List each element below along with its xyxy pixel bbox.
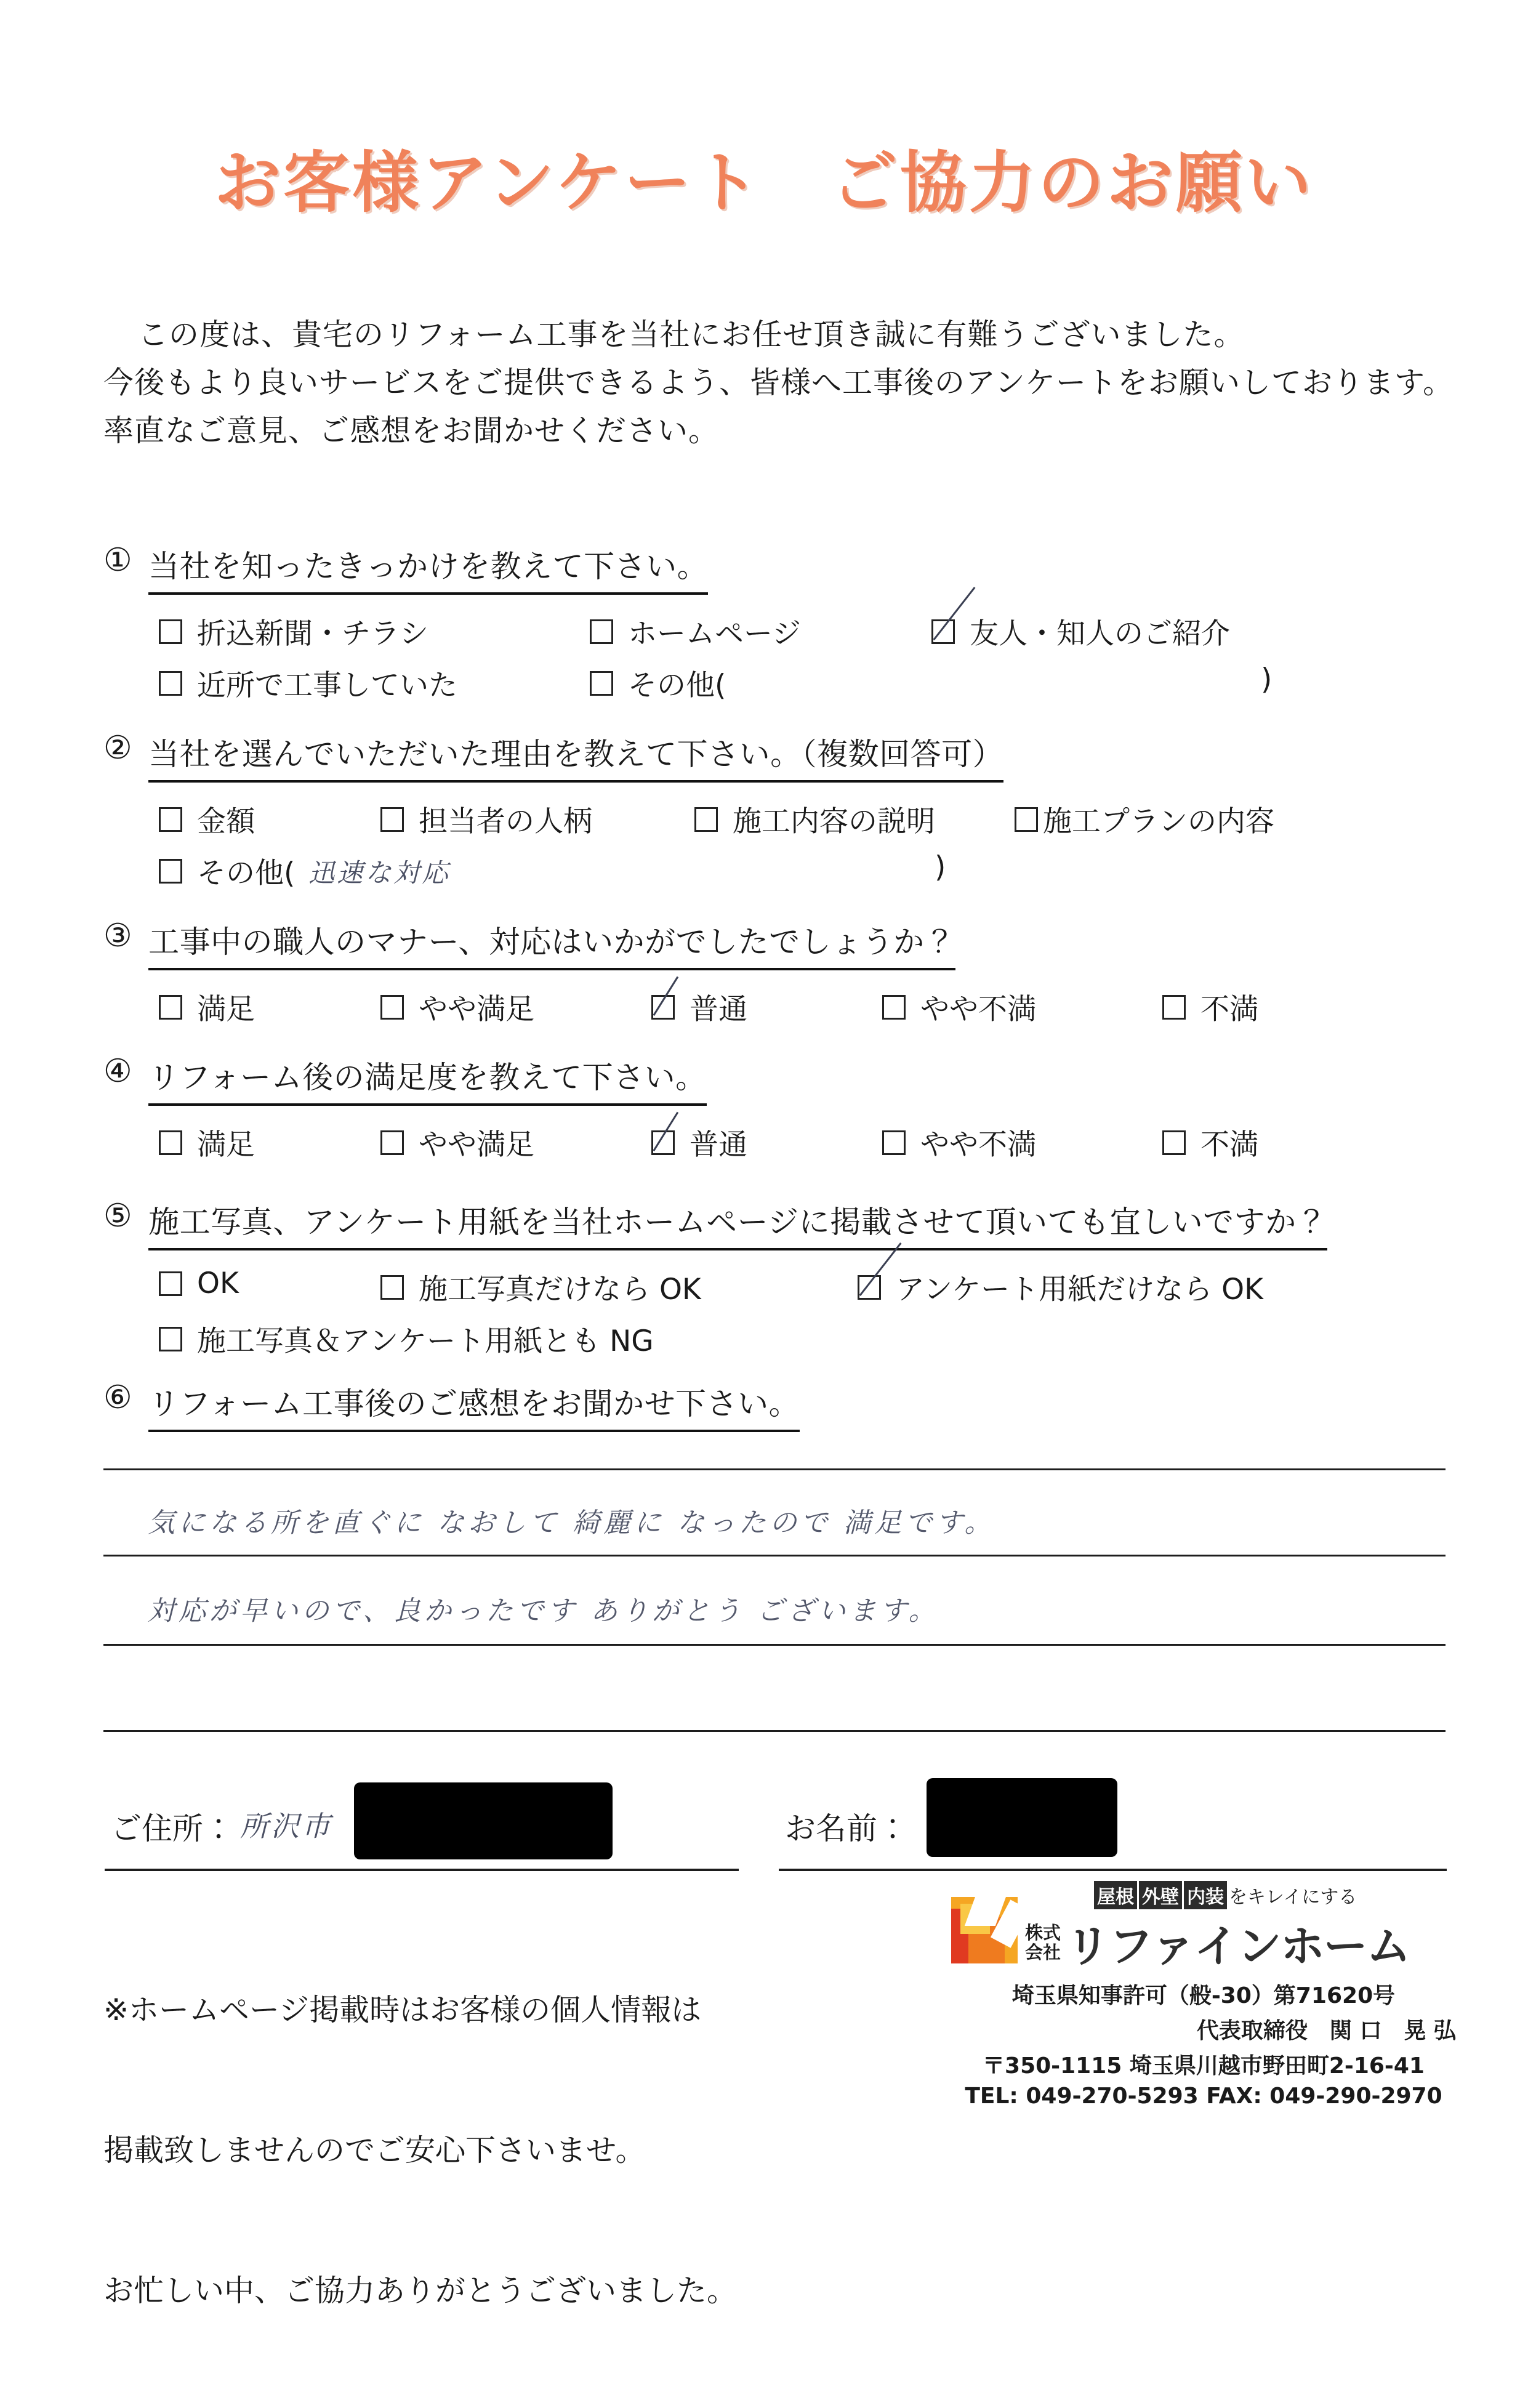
- option-label: やや不満: [920, 1128, 1036, 1162]
- option-q4-neutral[interactable]: [651, 1122, 747, 1163]
- question-2-heading: [103, 730, 1446, 783]
- option-label: 担当者の人柄: [419, 805, 592, 839]
- option-label: その他(: [197, 856, 296, 890]
- option-q2-other-close-paren: ): [935, 850, 946, 884]
- question-3-number: ③: [103, 917, 133, 954]
- option-q1-homepage[interactable]: [590, 611, 801, 652]
- checkbox-icon[interactable]: [380, 1275, 404, 1300]
- option-q5-form-only[interactable]: [858, 1266, 1263, 1308]
- checkbox-icon[interactable]: [882, 995, 906, 1020]
- refine-home-logo-icon: [951, 1897, 1018, 1963]
- option-q2-explanation[interactable]: [694, 799, 935, 840]
- checkbox-icon[interactable]: [380, 995, 404, 1020]
- option-label: 満足: [197, 993, 255, 1026]
- option-q2-price[interactable]: [159, 799, 255, 840]
- option-q4-dissatisfied[interactable]: [1162, 1122, 1258, 1163]
- option-label: 施工写真だけなら OK: [419, 1273, 701, 1307]
- option-label: アンケート用紙だけなら OK: [896, 1273, 1263, 1307]
- comment-handwriting-line-2[interactable]: 対応が早いので、良かったです ありがとう ございます。: [148, 1595, 939, 1627]
- option-label: 不満: [1200, 1128, 1258, 1162]
- option-label: ホームページ: [628, 617, 802, 651]
- question-3-text: 工事中の職人のマナー、対応はいかがでしたでしょうか？: [148, 917, 955, 970]
- question-5-options: [103, 1266, 1446, 1370]
- question-4-text: リフォーム後の満足度を教えて下さい。: [148, 1053, 707, 1106]
- option-q3-neutral[interactable]: [651, 986, 747, 1028]
- question-2-number: ②: [103, 730, 133, 767]
- option-q3-satisfied[interactable]: [159, 986, 255, 1028]
- question-4-heading: [103, 1053, 1446, 1106]
- company-representative: 代表取締役 関 口 晃 弘: [1196, 2018, 1456, 2044]
- option-row: [103, 611, 1446, 662]
- option-row: [103, 850, 1446, 902]
- address-redaction-block: [354, 1782, 613, 1859]
- question-3: [103, 917, 1446, 1038]
- question-1-text: 当社を知ったきっかけを教えて下さい。: [148, 542, 708, 595]
- comment-handwriting-line-1[interactable]: 気になる所を直ぐに なおして 綺麗に なったので 満足です。: [148, 1507, 995, 1539]
- option-label: 金額: [197, 805, 255, 839]
- company-name: リファインホーム: [1066, 1920, 1410, 1972]
- option-label: やや満足: [419, 993, 534, 1026]
- name-redaction-block: [927, 1778, 1117, 1857]
- checkbox-icon[interactable]: [159, 1271, 182, 1296]
- intro-line-2: 今後もより良いサービスをご提供できるよう、皆様へ工事後のアンケートをお願いしております。: [103, 365, 1454, 400]
- checkbox-icon[interactable]: [651, 1130, 675, 1155]
- checkbox-icon[interactable]: [651, 995, 675, 1020]
- company-legal-form: [1025, 1923, 1061, 1962]
- checkbox-icon[interactable]: [159, 1327, 182, 1351]
- option-row: [103, 799, 1446, 850]
- privacy-note-line-1: ※ホームページ掲載時はお客様の個人情報は: [103, 1992, 702, 2027]
- company-contact: TEL: 049-270-5293 FAX: 049-290-2970: [965, 2084, 1442, 2109]
- option-label: 普通: [690, 993, 747, 1026]
- option-label: 近所で工事していた: [197, 669, 457, 703]
- option-label: 友人・知人のご紹介: [970, 617, 1230, 651]
- option-q3-dissatisfied[interactable]: [1162, 986, 1258, 1028]
- question-6-heading: [103, 1379, 1446, 1432]
- option-label: 満足: [197, 1128, 255, 1162]
- question-2-text: 当社を選んでいただいた理由を教えて下さい。（複数回答可）: [148, 730, 1003, 783]
- checkbox-icon[interactable]: [931, 619, 955, 644]
- option-label: 普通: [690, 1128, 747, 1162]
- question-1-options: [103, 611, 1446, 714]
- option-q1-nearby-work[interactable]: [159, 662, 457, 704]
- question-6-text: リフォーム工事後のご感想をお聞かせ下さい。: [148, 1379, 800, 1432]
- checkbox-icon[interactable]: [858, 1275, 881, 1300]
- option-q4-satisfied[interactable]: [159, 1122, 255, 1163]
- comment-rule-2: [103, 1555, 1446, 1556]
- legal-form-line-1: 株式: [1025, 1922, 1061, 1943]
- checkbox-icon[interactable]: [159, 1130, 182, 1155]
- option-q4-somewhat-dissatisfied[interactable]: [882, 1122, 1036, 1163]
- option-label: OK: [197, 1266, 239, 1300]
- checkbox-icon[interactable]: [380, 1130, 404, 1155]
- checkbox-icon[interactable]: [159, 995, 182, 1020]
- tagline-box-interior: 内装: [1184, 1881, 1227, 1909]
- intro-paragraph: [103, 311, 1454, 455]
- company-block: [951, 1881, 1456, 2109]
- tagline-box-exterior: 外壁: [1139, 1881, 1182, 1909]
- option-q3-somewhat-dissatisfied[interactable]: [882, 986, 1036, 1028]
- checkbox-icon[interactable]: [882, 1130, 906, 1155]
- option-row: [103, 662, 1446, 714]
- company-names: [1025, 1881, 1456, 1975]
- name-label: お名前：: [785, 1811, 908, 1846]
- option-q5-ok[interactable]: [159, 1266, 239, 1300]
- checkbox-icon[interactable]: [380, 807, 404, 832]
- address-value[interactable]: 所沢市: [240, 1810, 332, 1843]
- checkbox-icon[interactable]: [694, 807, 718, 832]
- option-q1-other[interactable]: [590, 662, 744, 704]
- checkbox-icon[interactable]: [590, 619, 613, 644]
- question-2: [103, 730, 1446, 902]
- option-q2-staff[interactable]: [380, 799, 592, 840]
- question-3-options: [103, 986, 1446, 1038]
- question-2-options: [103, 799, 1446, 902]
- question-6-number: ⑥: [103, 1379, 133, 1416]
- option-row: [103, 986, 1446, 1038]
- company-name-row: [1025, 1911, 1456, 1975]
- option-q2-other[interactable]: [159, 850, 450, 892]
- option-label: 施工写真＆アンケート用紙とも NG: [197, 1324, 654, 1358]
- comment-rule-3: [103, 1644, 1446, 1646]
- privacy-note: [103, 1893, 737, 2408]
- intro-line-3: 率直なご意見、ご感想をお聞かせください。: [103, 413, 720, 448]
- legal-form-line-2: 会社: [1025, 1942, 1061, 1963]
- name-input-line[interactable]: [779, 1869, 1447, 1871]
- option-row: [103, 1266, 1446, 1318]
- question-3-heading: [103, 917, 1446, 970]
- question-1-heading: [103, 542, 1446, 595]
- privacy-note-line-3: お忙しい中、ご協力ありがとうございました。: [103, 2273, 738, 2308]
- intro-line-1: この度は、貴宅のリフォーム工事を当社にお任せ頂き誠に有難うございました。: [138, 317, 1245, 352]
- comment-rule-4: [103, 1730, 1446, 1732]
- tagline-suffix: をキレイにする: [1229, 1887, 1357, 1908]
- checkbox-icon[interactable]: [1162, 995, 1186, 1020]
- address-input-line[interactable]: [105, 1869, 739, 1871]
- question-5-heading: [103, 1198, 1446, 1250]
- checkbox-icon[interactable]: [159, 859, 182, 884]
- question-4-number: ④: [103, 1053, 133, 1090]
- privacy-note-line-2: 掲載致しませんのでご安心下さいませ。: [103, 2133, 646, 2168]
- question-5-text: 施工写真、アンケート用紙を当社ホームページに掲載させて頂いても宜しいですか？: [148, 1198, 1327, 1250]
- option-q5-both-ng[interactable]: [159, 1318, 654, 1359]
- option-q2-plan[interactable]: [1015, 799, 1274, 840]
- comment-rule-1: [103, 1468, 1446, 1470]
- option-row: [103, 1122, 1446, 1174]
- option-label: 不満: [1200, 993, 1258, 1026]
- option-row: [103, 1318, 1446, 1370]
- option-label: 折込新聞・チラシ: [197, 617, 428, 651]
- question-4-options: [103, 1122, 1446, 1174]
- company-identity: [951, 1881, 1456, 1975]
- checkbox-icon[interactable]: [590, 671, 613, 696]
- checkbox-icon[interactable]: [1015, 807, 1038, 832]
- checkbox-icon[interactable]: [159, 807, 182, 832]
- question-5: [103, 1198, 1446, 1370]
- option-label: 施工内容の説明: [733, 805, 935, 839]
- page-title: お客様アンケート ご協力のお願い: [214, 145, 1314, 222]
- question-4: [103, 1053, 1446, 1174]
- option-label: 施工プランの内容: [1043, 805, 1274, 839]
- option-label: その他(: [628, 669, 726, 703]
- option-q4-somewhat-satisfied[interactable]: [380, 1122, 534, 1163]
- checkbox-icon[interactable]: [159, 619, 182, 644]
- option-q5-photos-only[interactable]: [380, 1266, 701, 1308]
- checkbox-icon[interactable]: [1162, 1130, 1186, 1155]
- company-tagline: [1094, 1881, 1456, 1909]
- question-1: [103, 542, 1446, 714]
- question-6: [103, 1379, 1446, 1432]
- option-q3-somewhat-satisfied[interactable]: [380, 986, 534, 1028]
- question-1-number: ①: [103, 542, 133, 579]
- option-q1-orikomi[interactable]: [159, 611, 428, 652]
- option-label: やや満足: [419, 1128, 534, 1162]
- tagline-box-roof: 屋根: [1094, 1881, 1137, 1909]
- address-label: ご住所：: [111, 1811, 234, 1846]
- option-q1-referral[interactable]: [931, 611, 1230, 652]
- option-q2-other-freetext[interactable]: 迅速な対応: [308, 857, 451, 888]
- checkbox-icon[interactable]: [159, 671, 182, 696]
- option-q1-other-close-paren: ): [1261, 662, 1273, 696]
- company-license: 埼玉県知事許可（般-30）第71620号: [1011, 1983, 1396, 2008]
- question-5-number: ⑤: [103, 1198, 133, 1234]
- option-label: やや不満: [920, 993, 1036, 1026]
- company-postal-address: 〒350-1115 埼玉県川越市野田町2-16-41: [983, 2053, 1425, 2079]
